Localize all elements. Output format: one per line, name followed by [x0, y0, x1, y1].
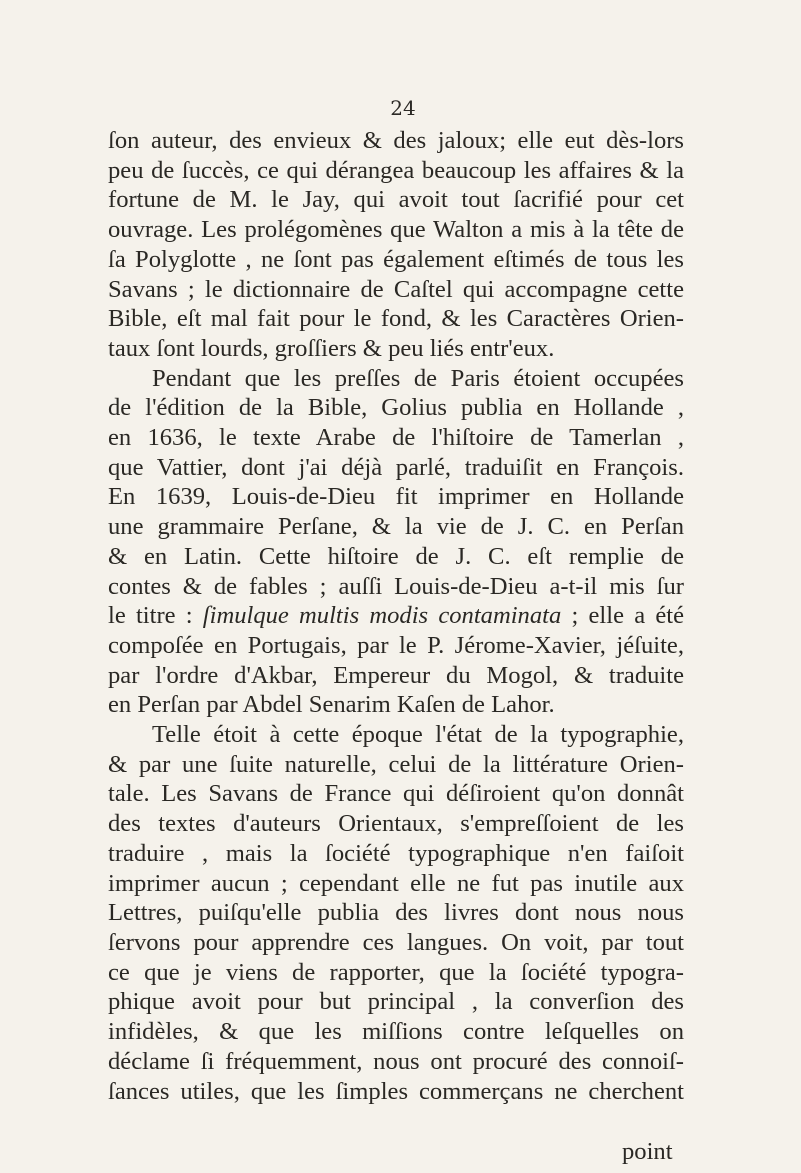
text-line: En 1639, Louis-de-Dieu fit imprimer en Hollande	[108, 483, 684, 511]
text-line: de l'édition de la Bible, Golius publia en Hollande ,	[108, 394, 684, 422]
text-line: compoſée en Portugais, par le P. Jérome-Xavier, jéſuite,	[108, 631, 684, 659]
text-line: traduire , mais la ſociété typographique n'en faiſoit	[108, 839, 684, 867]
text-line: déclame ſi fréquemment, nous ont procuré des connoiſ-	[108, 1047, 684, 1075]
text-line: en 1636, le texte Arabe de l'hiſtoire de Tamerlan ,	[108, 424, 684, 452]
paragraph-1	[108, 126, 684, 364]
text-line: en Perſan par Abdel Senarim Kaſen de Lahor.	[108, 691, 555, 719]
text-line: peu de ſuccès, ce qui dérangea beaucoup les affaires & la	[108, 156, 684, 184]
text-line: le titre : ſimulque multis modis contaminata ; elle a été	[108, 602, 684, 630]
text-line: imprimer aucun ; cependant elle ne fut pas inutile aux	[108, 869, 684, 897]
text-line: phique avoit pour but principal , la converſion des	[108, 988, 684, 1016]
text-line: Pendant que les preſſes de Paris étoient occupées	[152, 364, 684, 392]
text-line: une grammaire Perſane, & la vie de J. C. en Perſan	[108, 513, 684, 541]
italic-phrase: ſimulque multis modis contaminata	[202, 602, 562, 630]
text-line: Bible, eſt mal fait pour le fond, & les Caractères Orien-	[108, 305, 684, 333]
paragraph-3	[108, 720, 684, 1106]
text-line: Savans ; le dictionnaire de Caſtel qui accompagne cette	[108, 275, 684, 303]
text-line: fortune de M. le Jay, qui avoit tout ſacrifié pour cet	[108, 186, 684, 214]
text-line: des textes d'auteurs Orientaux, s'empreſſoient de les	[108, 810, 684, 838]
text-line: taux ſont lourds, groſſiers & peu liés entr'eux.	[108, 334, 555, 362]
text-line: Telle étoit à cette époque l'état de la typographie,	[152, 721, 684, 749]
text-line: contes & de fables ; auſſi Louis-de-Dieu a-t-il mis ſur	[108, 572, 684, 600]
text-line: ouvrage. Les prolégomènes que Walton a mis à la tête de	[108, 216, 684, 244]
text-line: ſon auteur, des envieux & des jaloux; elle eut dès-lors	[108, 127, 684, 154]
text-line: & par une ſuite naturelle, celui de la littérature Orien-	[108, 750, 684, 778]
body-text	[108, 126, 684, 1106]
text-line: ce que je viens de rapporter, que la ſociété typogra-	[108, 958, 684, 986]
text-line: ſervons pour apprendre ces langues. On voit, par tout	[108, 928, 684, 956]
paragraph-2	[108, 364, 684, 720]
text-line: tale. Les Savans de France qui déſiroient qu'on donnât	[108, 780, 684, 808]
text-line: Lettres, puiſqu'elle publia des livres dont nous nous	[108, 899, 684, 927]
text-line: que Vattier, dont j'ai déjà parlé, traduiſit en François.	[108, 453, 684, 481]
page-number: 24	[390, 96, 416, 120]
text-line: par l'ordre d'Akbar, Empereur du Mogol, & traduite	[108, 661, 684, 689]
text-line: & en Latin. Cette hiſtoire de J. C. eſt remplie de	[108, 542, 684, 570]
catchword: point	[622, 1138, 673, 1165]
text-line: infidèles, & que les miſſions contre leſquelles on	[108, 1018, 684, 1046]
text-line: ſances utiles, que les ſimples commerçans ne cherchent	[108, 1077, 684, 1105]
text-line: ſa Polyglotte , ne ſont pas également eſtimés de tous les	[108, 245, 684, 273]
